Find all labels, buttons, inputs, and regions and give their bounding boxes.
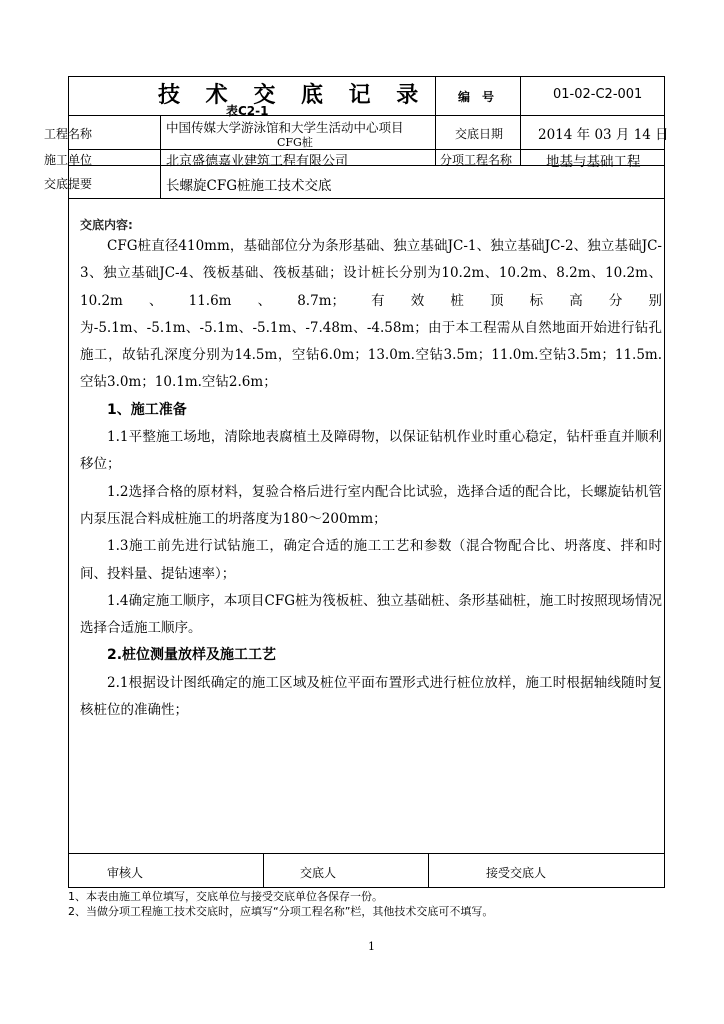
subproject-label: 分项工程名称: [440, 153, 513, 167]
reviewer-label: 审核人: [107, 866, 144, 880]
table-border-top: [68, 76, 665, 77]
note-2: 2、当做分项工程施工技术交底时，应填写“分项工程名称”栏，其他技术交底可不填写。: [68, 905, 494, 918]
project-name-line1: 中国传媒大学游泳馆和大学生活动中心项目: [166, 120, 404, 135]
number-label: 编 号: [458, 90, 495, 104]
document-title: 技 术 交 底 记 录: [158, 83, 428, 108]
subproject-value: 地基与基础工程: [546, 154, 641, 170]
date-value: 2014 年 03 月 14 日: [538, 127, 669, 143]
item-1-3: 1.3施工前先进行试钻施工，确定合适的施工工艺和参数（混合物配合比、坍落度、拌和时间、投料量、提钻速率）；: [80, 538, 662, 582]
col-line-label: [160, 115, 161, 199]
content-body: [80, 233, 662, 724]
row-line-1: [68, 115, 665, 116]
sig-col-1: [263, 853, 264, 888]
project-name-line2: CFG桩: [277, 136, 313, 149]
page-number: 1: [368, 940, 375, 953]
row-line-5: [68, 853, 665, 854]
col-line-right: [520, 76, 521, 166]
discloser-label: 交底人: [300, 866, 337, 880]
item-1-1: 1.1平整施工场地，清除地表腐植土及障碍物，以保证钻机作业时重心稳定，钻杆垂直并顺利移位；: [80, 429, 662, 473]
item-1-4: 1.4确定施工顺序，本项目CFG桩为筏板桩、独立基础桩、条形基础桩，施工时按照现场情况选择合适施工顺序。: [80, 592, 662, 637]
section-1-title: 1、施工准备: [107, 401, 187, 418]
summary-label: 交底提要: [44, 177, 93, 191]
col-line-mid: [435, 76, 436, 166]
contractor-label: 施工单位: [44, 153, 93, 167]
form-code: 表C2-1: [226, 104, 269, 118]
content-label: 交底内容:: [80, 218, 133, 232]
item-2-1: 2.1根据设计图纸确定的施工区域及桩位平面布置形式进行桩位放样，施工时根据轴线随时复核桩位的准确性；: [80, 674, 662, 719]
number-value: 01-02-C2-001: [553, 87, 643, 102]
project-name-label: 工程名称: [44, 127, 93, 141]
receiver-label: 接受交底人: [486, 866, 547, 880]
summary-value: 长螺旋CFG桩施工技术交底: [166, 178, 332, 194]
date-label: 交底日期: [455, 127, 504, 141]
section-2-title: 2.桩位测量放样及施工工艺: [107, 647, 277, 664]
contractor-value: 北京盛德嘉业建筑工程有限公司: [166, 154, 349, 169]
sig-col-2: [428, 853, 429, 888]
note-1: 1、本表由施工单位填写，交底单位与接受交底单位各保存一份。: [68, 890, 383, 903]
item-1-2: 1.2选择合格的原材料，复验合格后进行室内配合比试验，选择合适的配合比，长螺旋钻机管内泵压混合料成桩施工的坍落度为180～200mm；: [80, 483, 662, 527]
intro-paragraph: CFG桩直径410mm，基础部位分为条形基础、独立基础JC-1、独立基础JC-2、独立基础JC-3、独立基础JC-4、筏板基础、筏板基础；设计桩长分别为10.2m、10.2m、8.2m、10.2m、10.2m、11.6m、8.7m；有效桩顶标高分别为-5.1m、-5.1m、-5.1m、-5.1m、-7.48m、-4.58m；由于本工程需从自然地面开始进行钻孔施工，故钻孔深度分别为14.5m，空钻6.0m；13.0m.空钻3.5m；11.0m.空钻3.5m；11.5m.空钻3.0m；10.1m.空钻2.6m；: [80, 238, 662, 391]
row-line-4: [68, 198, 665, 199]
